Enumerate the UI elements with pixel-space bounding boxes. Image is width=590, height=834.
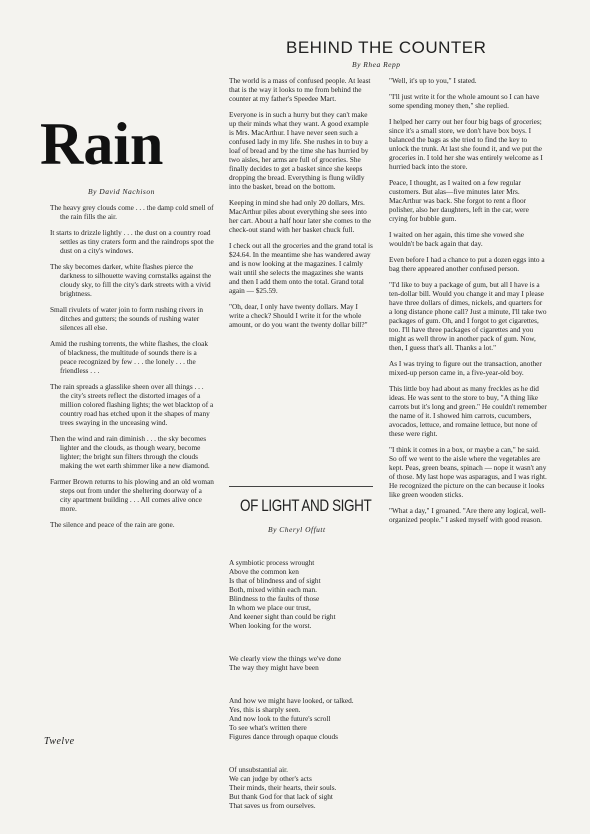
counter-paragraph: Keeping in mind she had only 20 dollars, Mrs. MacArthur piles about everything she sees into her cart. About a half hour later she comes to the check-out stand with her basket chuck full. (229, 198, 372, 234)
counter-paragraph: As I was trying to figure out the transaction, another mixed-up person came in, a five-year-old boy. (389, 359, 542, 377)
counter-paragraph: This little boy had about as many freckles as he did ideas. He was sent to the store to buy, "A thing like carrots but it's long and green." He couldn't remember the name of it. I showed him carrots, cucumbers, avocados, lettuce, and romaine lettuce, but none of these were right. (389, 384, 547, 438)
counter-paragraph: I check out all the groceries and the grand total is $24.64. In the meantime she has wandered away and is now looking at the magazines. I calmly wait until she selects the magazines she wants and then I add them onto the total. Grand total again — $25.59. (229, 241, 373, 295)
counter-paragraph: "I think it comes in a box, or maybe a can," he said. So off we went to the aisle where the vegetables are kept. Peas, green beans, spinach — nope it wasn't any of those. My last hope was asparagus, and I was right. He recognized the picture on the can because it looks like green wooden sticks. (389, 445, 547, 499)
rain-stanza: The silence and peace of the rain are gone. (50, 520, 175, 529)
rain-poem (50, 203, 214, 536)
counter-paragraph: Peace, I thought, as I waited on a few regular customers. But alas—five minutes later Mrs. MacArthur was back. She forgot to rent a floor polisher, also her daughters, left in the car, were crying for bubble gum. (389, 178, 529, 223)
counter-byline: By Rhea Repp (352, 60, 401, 69)
sight-stanza: Of unsubstantial air. We can judge by other's acts Their minds, their hearts, their souls. But thank God for that lack of sight That saves us from ourselves. (229, 765, 337, 810)
counter-paragraph: "I'd like to buy a package of gum, but all I have is a ten-dollar bill. Would you change it and may I please have three dollars of dimes, nickels, and quarters for a long distance phone call? Just a minute, I'll take two packages of gum. Oh, and I forgot to get cigarettes, too. I'll have three packages of cigarettes and you might as well throw in another pack of gum. Now, then, I guess that's all. Thanks a lot." (389, 280, 547, 352)
counter-paragraph: I helped her carry out her four big bags of groceries; since it's a small store, we don't have box boys. I balanced the bags as she tried to find the key to unlock the trunk. At last she found it, and we put the groceries in. I told her she was entirely welcome as I hurried back into the store. (389, 117, 543, 171)
counter-paragraph: "Well, it's up to you," I stated. (389, 76, 477, 85)
page-number: Twelve (44, 736, 75, 747)
sight-stanza: A symbiotic process wrought Above the common ken Is that of blindness and of sight Both, mixed within each man. Blindness to the faults of those In whom we place our trust, And keener sight than could be right When looking for the worst. (229, 558, 336, 630)
counter-paragraph: Even before I had a chance to put a dozen eggs into a bag there appeared another confused person. (389, 255, 545, 273)
counter-column-2 (389, 76, 547, 531)
counter-paragraph: "What a day," I groaned. "Are there any logical, well-organized people." I asked myself with good reason. (389, 506, 546, 524)
counter-paragraph: I waited on her again, this time she vowed she wouldn't be back again that day. (389, 230, 524, 248)
counter-column-1 (229, 76, 373, 336)
sight-stanza: We clearly view the things we've done The way they might have been (229, 654, 342, 672)
rain-stanza: The rain spreads a glasslike sheen over all things . . . the city's streets reflect the distorted images of a million colored flashing lights; the wet blacktop of a country road has etched upon it the shapes of many trees swaying in the unceasing wind. (50, 382, 214, 427)
rain-title: Rain (40, 111, 164, 177)
rain-stanza: Then the wind and rain diminish . . . the sky becomes lighter and the clouds, as though weary, become lighter; the bright sun filters through the clouds making the wet earth shimmer like a new diamond. (50, 434, 210, 470)
counter-paragraph: "I'll just write it for the whole amount so I can have some spending money then," she replied. (389, 92, 540, 110)
rain-stanza: It starts to drizzle lightly . . . the dust on a country road settles as tiny craters form and the raindrops spot the dust on a city's windows. (50, 228, 214, 255)
counter-title: BEHIND THE COUNTER (286, 38, 487, 57)
sight-byline: By Cheryl Offutt (268, 525, 326, 534)
rain-stanza: The sky becomes darker, white flashes pierce the darkness to silhouette waving cornstalks against the cloudy sky, to fill the city's dark streets with a vivid brightness. (50, 262, 212, 298)
counter-paragraph: The world is a mass of confused people. At least that is the way it looks to me from behind the counter at my father's Speedee Mart. (229, 76, 371, 103)
sight-poem (229, 540, 375, 834)
sight-stanza: And how we might have looked, or talked. Yes, this is sharply seen. And now look to the future's scroll To see what's written there Figures dance through opaque clouds (229, 696, 354, 741)
rain-stanza: Small rivulets of water join to form rushing rivers in ditches and gutters; the sounds of rushing water silences all else. (50, 305, 204, 332)
rain-stanza: Amid the rushing torrents, the white flashes, the cloak of blackness, the multitude of sounds there is a peace recognized by few . . . the lonely . . . the friendless . . . (50, 339, 209, 375)
rain-stanza: Farmer Brown returns to his plowing and an old woman steps out from under the sheltering doorway of a city apartment building . . . All comes alive once more. (50, 477, 214, 513)
sight-top-rule (229, 486, 373, 487)
rain-stanza: The heavy grey clouds come . . . the damp cold smell of the rain fills the air. (50, 203, 214, 221)
counter-paragraph: "Oh, dear, I only have twenty dollars. May I write a check? Should I write it for the whole amount, or do you want the twenty dollar bill?" (229, 302, 368, 329)
sight-title: OF LIGHT AND SIGHT (240, 496, 372, 515)
counter-paragraph: Everyone is in such a hurry but they can't make up their minds what they want. A good example is Mrs. MacArthur. I have never seen such a confused lady in my life. She rushes in to buy a loaf of bread and by the time she has hurried by two aisles, her arms are full of groceries. She finally decides to get a basket since she keeps dropping the bread. Everything is flung wildly into the basket, bread on the bottom. (229, 110, 369, 191)
rain-byline: By David Nachison (88, 187, 155, 196)
